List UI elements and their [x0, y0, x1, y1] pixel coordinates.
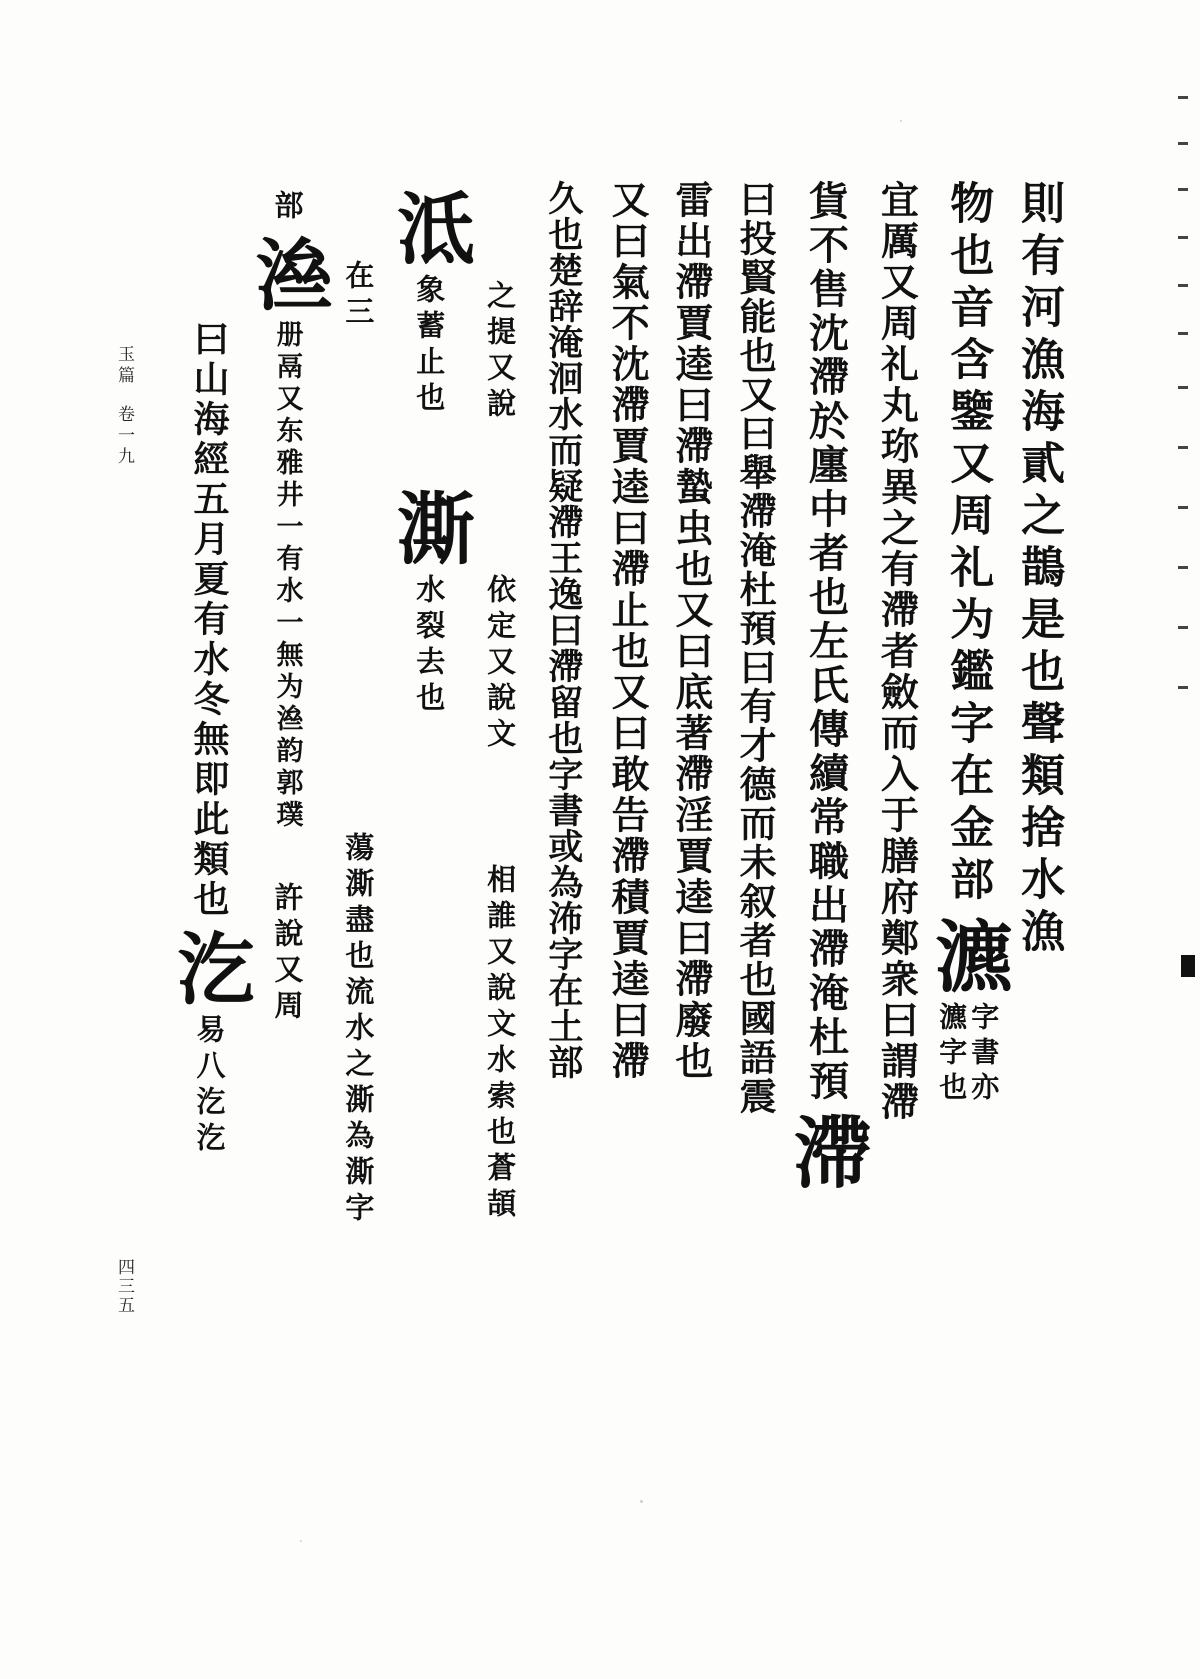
annotation-text: 許說又周 — [270, 882, 305, 1026]
annotation-text: 水裂去也 — [412, 574, 447, 718]
volume-number: 卷一九 — [114, 405, 134, 468]
margin-caption — [112, 345, 137, 468]
column-text: 宜厲又周礼丸珎異之有滯者斂而入于膳府鄭衆曰謂滯 — [874, 180, 920, 1123]
column-text: 曰投賢能也又曰舉滯淹杜預曰有才德而未叙者也國語震 — [733, 180, 778, 1116]
column-text: 久也楚辞淹洄水而疑滯王逸曰滯留也字書或為㳍字在土部 — [542, 180, 584, 1080]
text-column — [383, 180, 475, 1490]
column-text: 則有河漁海貳之鵲是也聲類捨水漁 — [1013, 180, 1065, 960]
page-number: 四三五 — [114, 1258, 134, 1315]
text-column — [780, 180, 872, 1490]
column-text: 雷出滯賈逵曰滯蟄虫也又曰底著滯淫賈逵曰滯廢也 — [668, 180, 714, 1082]
binding-edge-marks — [1172, 96, 1194, 706]
annotation-text: 相誰又說文水索也蒼頡 — [483, 864, 518, 1224]
annotation-text: 易八汔汔 — [192, 1014, 227, 1158]
column-text: 曰山海經五月夏有水冬無即此類也 — [188, 320, 230, 920]
annotation-text: 部 — [270, 190, 305, 226]
text-column — [242, 180, 333, 1490]
scan-speck — [900, 120, 902, 122]
annotation-text: 字書亦 — [967, 1002, 1001, 1107]
annotation-pair — [935, 1002, 1001, 1107]
text-column — [865, 180, 929, 1490]
text-column — [1006, 180, 1070, 1490]
headword: 汔 — [164, 928, 255, 1006]
headword: 㴉 — [242, 234, 333, 312]
text-column — [723, 180, 787, 1490]
manuscript-text — [164, 180, 1070, 1490]
text-column — [595, 180, 659, 1490]
book-title: 玉篇 — [114, 345, 134, 387]
annotation-text: 瀌字也 — [935, 1002, 969, 1107]
text-column — [922, 180, 1014, 1490]
text-column — [468, 180, 532, 1490]
scan-speck — [300, 1540, 302, 1542]
headword: 泜 — [383, 188, 475, 266]
annotation-text: 在三 — [341, 260, 376, 332]
text-column — [659, 180, 723, 1490]
scan-speck — [640, 1500, 643, 1503]
column-text: 貨不售沈滯於廛中者也左氏傳續常職出滯淹杜預 — [802, 180, 850, 1104]
annotation-text: 蕩澌盡也流水之澌為澌字 — [341, 832, 376, 1228]
annotation-text: 象蓄止也 — [412, 274, 447, 418]
annotation-text: 册鬲又东雅井一有水一無为㴉韵郭璞 — [271, 320, 303, 832]
text-column — [532, 180, 596, 1490]
headword: 澌 — [383, 488, 475, 566]
edge-ink-mark — [1181, 955, 1195, 977]
column-text: 又曰氣不沈滯賈逵曰滯止也又曰敢告滯積賈逵曰滯 — [605, 180, 651, 1082]
headword: 滯 — [780, 1112, 872, 1190]
headword: 瀌 — [922, 916, 1014, 994]
annotation-text: 依定又說文 — [483, 574, 518, 754]
column-text: 物也音含鑒又周礼为鑑字在金部 — [942, 180, 994, 908]
text-column — [164, 180, 255, 1490]
annotation-text: 之提又說 — [483, 280, 518, 424]
text-column — [326, 180, 390, 1490]
